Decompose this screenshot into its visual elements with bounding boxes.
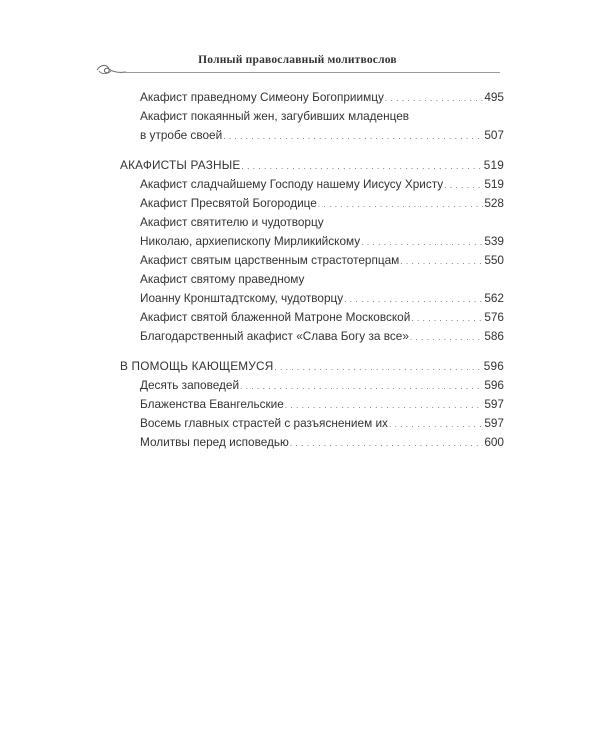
toc-entry-page: 586: [484, 329, 504, 343]
toc-entry: [140, 431, 504, 449]
toc-entry: [140, 412, 504, 430]
toc-entry-page: 550: [484, 253, 504, 267]
leader-dots: [285, 397, 483, 411]
toc-entry-title: Блаженства Евангельские: [140, 397, 284, 411]
toc-entry-title: Восемь главных страстей с разъяснением их: [140, 416, 388, 430]
leader-dots: [410, 329, 483, 343]
toc-entry: [140, 105, 504, 123]
toc-entry-title: Десять заповедей: [140, 378, 240, 392]
toc-entry: [140, 86, 504, 104]
running-header: [95, 50, 500, 76]
toc-heading-page: 596: [483, 359, 504, 373]
toc-entry-title: Акафист Пресвятой Богородице: [140, 196, 317, 210]
toc-entry-title: в утробе своей: [140, 128, 223, 142]
leader-dots: [444, 177, 483, 191]
toc-entry-title: Акафист святому праведному: [140, 272, 305, 286]
toc-entry-title: Николаю, архиепископу Мирликийскому: [140, 234, 361, 248]
toc-entry-title: Акафист святителю и чудотворцу: [140, 215, 324, 229]
toc-entry: [140, 374, 504, 392]
toc-entry-title: Акафист праведному Симеону Богоприимцу: [140, 90, 384, 104]
toc-section-heading: [120, 355, 504, 373]
toc-entry: [140, 268, 504, 286]
toc-entry: [140, 230, 504, 248]
toc-heading-page: 519: [483, 158, 504, 172]
toc-entry-title: Акафист святым царственным страстотерпцам: [140, 253, 400, 267]
toc-entry-title: Иоанну Кронштадтскому, чудотворцу: [140, 291, 344, 305]
toc-entry: [140, 306, 504, 324]
leader-dots: [318, 196, 483, 210]
toc-entry-page: 597: [484, 397, 504, 411]
toc-entry-title: Акафист святой блаженной Матроне Московской: [140, 310, 411, 324]
toc-entry: [140, 393, 504, 411]
toc-entry-title: Акафист сладчайшему Господу нашему Иисусу Христу: [140, 177, 444, 191]
leader-dots: [389, 416, 483, 430]
toc-entry-page: 562: [484, 291, 504, 305]
toc-entry-page: 539: [484, 234, 504, 248]
leader-dots: [274, 359, 482, 373]
toc-entry-page: 507: [484, 128, 504, 142]
toc-entry-title: Молитвы перед исповедью: [140, 435, 289, 449]
header-rule: [125, 72, 500, 73]
toc-heading-title: АКАФИСТЫ РАЗНЫЕ: [120, 158, 241, 172]
flourish-ornament-icon: [95, 62, 127, 76]
leader-dots: [400, 253, 483, 267]
leader-dots: [344, 291, 483, 305]
leader-dots: [290, 435, 483, 449]
leader-dots: [385, 90, 483, 104]
toc-entry-page: 596: [484, 378, 504, 392]
toc-entry-title: Акафист покаянный жен, загубивших младенцев: [140, 109, 410, 123]
toc-entry: [140, 287, 504, 305]
toc-entry: [140, 211, 504, 229]
toc-entry: [140, 325, 504, 343]
leader-dots: [361, 234, 483, 248]
toc-entry-page: 519: [484, 177, 504, 191]
toc-entry: [140, 124, 504, 142]
toc-entry-page: 600: [484, 435, 504, 449]
toc-entry-title: Благодарственный акафист «Слава Богу за все»: [140, 329, 409, 343]
toc-entry-page: 495: [484, 90, 504, 104]
toc-heading-title: В ПОМОЩЬ КАЮЩЕМУСЯ: [120, 359, 274, 373]
leader-dots: [242, 158, 483, 172]
toc-entry-page: 597: [484, 416, 504, 430]
leader-dots: [223, 128, 483, 142]
leader-dots: [240, 378, 483, 392]
toc-entry-page: 576: [484, 310, 504, 324]
toc-entry: [140, 192, 504, 210]
leader-dots: [411, 310, 483, 324]
toc-section-heading: [120, 154, 504, 172]
running-header-title: Полный православный молитвослов: [198, 54, 397, 66]
toc-entry: [140, 249, 504, 267]
toc-entry-page: 528: [484, 196, 504, 210]
toc-entry: [140, 173, 504, 191]
